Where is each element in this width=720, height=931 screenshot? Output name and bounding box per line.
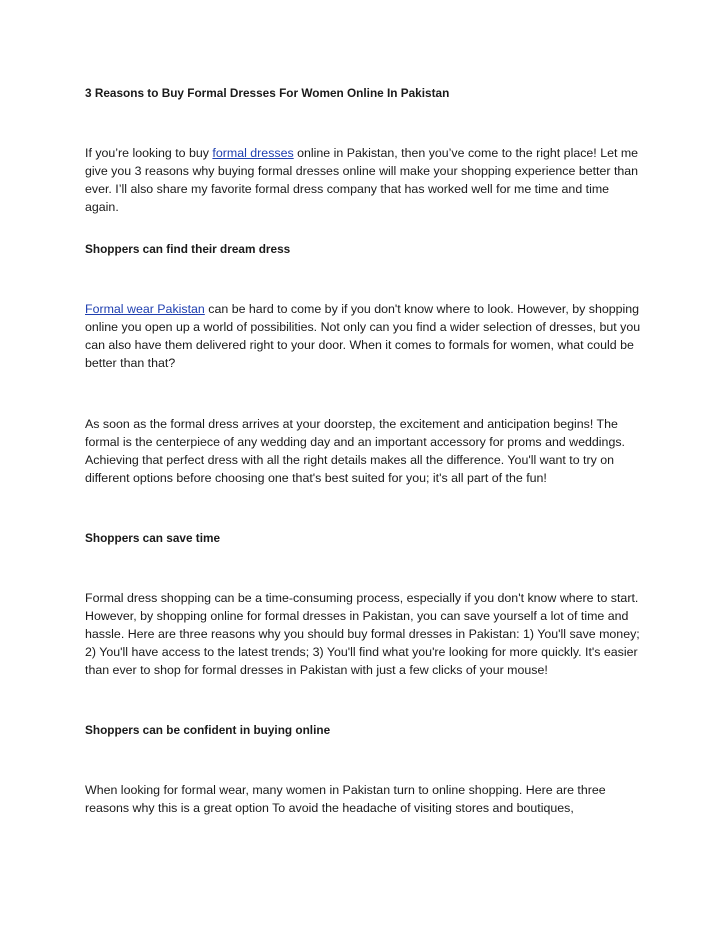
intro-text-before: If you’re looking to buy — [85, 146, 213, 160]
formal-dresses-link[interactable]: formal dresses — [212, 146, 294, 160]
document-title: 3 Reasons to Buy Formal Dresses For Women Online In Pakistan — [85, 86, 450, 100]
confident-online-paragraph: When looking for formal wear, many women in Pakistan turn to online shopping. Here are three reasons why this is a great option To avoid the headache of visiting stores and boutiques, — [85, 783, 606, 815]
dream-dress-paragraph-1 — [85, 300, 645, 372]
save-time-paragraph: Formal dress shopping can be a time-consuming process, especially if you don't know where to start. However, by shopping online for formal dresses in Pakistan, you can save yourself a lot of time and hassle. Here are three reasons why you should buy formal dresses in Pakistan: 1) You'll save money; 2) You'll have access to the latest trends; 3) You'll find what you're looking for more quickly. It's easier than ever to shop for formal dresses in Pakistan with just a few clicks of your mouse! — [85, 591, 640, 677]
intro-paragraph — [85, 144, 645, 216]
section-heading-save-time: Shoppers can save time — [85, 531, 221, 545]
dream-dress-paragraph-2: As soon as the formal dress arrives at your doorstep, the excitement and anticipation begins! The formal is the centerpiece of any wedding day and an important accessory for proms and weddings. Achieving that perfect dress with all the right details makes all the difference. You'll want to try on different options before choosing one that's best suited for you; it's all part of the fun! — [85, 417, 625, 485]
section-heading-dream-dress: Shoppers can find their dream dress — [85, 242, 291, 256]
intro-text-after: online in Pakistan, then you’ve come to the right place! Let me give you 3 reasons why buying formal dresses online will make your shopping experience better than ever. I’ll also share my favorite formal dress company that has worked well for me time and time again. — [85, 146, 639, 214]
dream-dress-text: can be hard to come by if you don't know where to look. However, by shopping online you open up a world of possibilities. Not only can you find a wider selection of dresses, but you can also have them delivered right to your door. When it comes to formals for women, what could be better than that? — [85, 302, 641, 370]
formal-wear-pakistan-link[interactable]: Formal wear Pakistan — [85, 302, 205, 316]
section-heading-confident-online: Shoppers can be confident in buying online — [85, 723, 331, 737]
